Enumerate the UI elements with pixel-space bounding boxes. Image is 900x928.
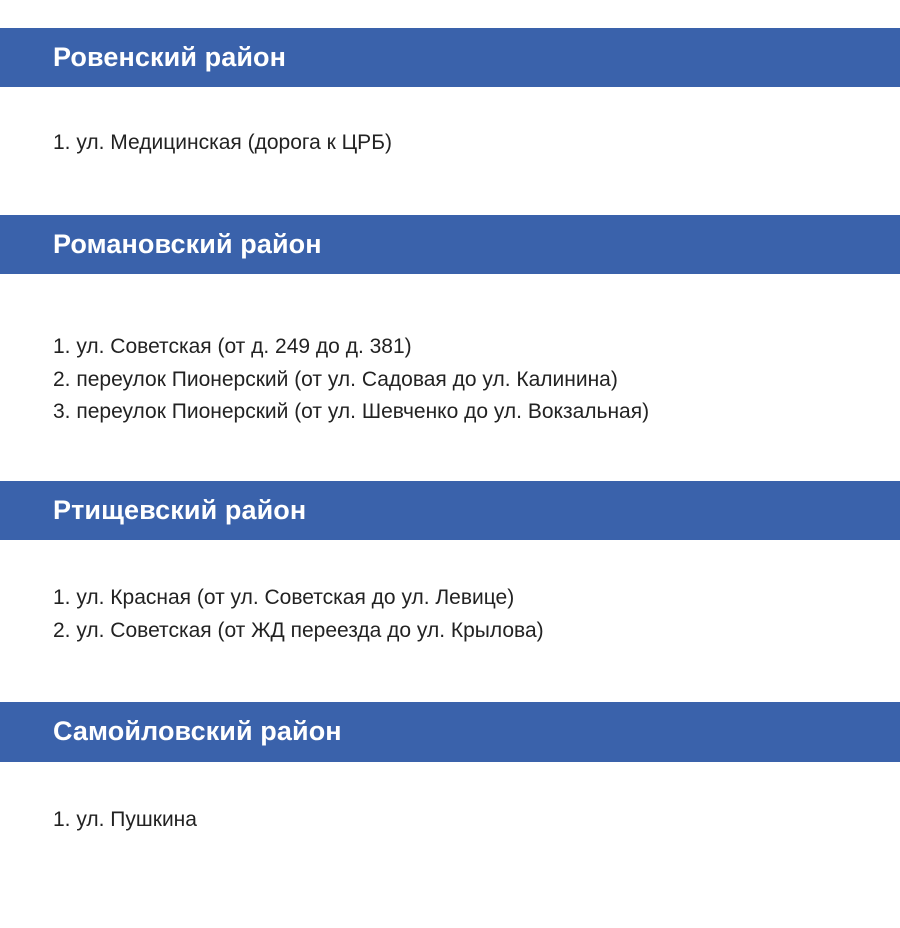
list-item: 1. ул. Пушкина	[53, 807, 197, 831]
section-title: Самойловский район	[0, 702, 900, 761]
district-section	[0, 28, 900, 215]
section-title: Романовский район	[0, 215, 900, 274]
list-item: 1. ул. Советская (от д. 249 до д. 381)	[53, 335, 412, 359]
district-section	[0, 215, 900, 481]
section-items	[0, 87, 900, 215]
section-title: Ровенский район	[0, 28, 900, 87]
list-item: 1. ул. Медицинская (дорога к ЦРБ)	[53, 131, 392, 155]
district-section	[0, 481, 900, 702]
section-title: Ртищевский район	[0, 481, 900, 540]
section-items	[0, 540, 900, 702]
document-page	[0, 28, 900, 928]
list-item: 2. ул. Советская (от ЖД переезда до ул. Крылова)	[53, 618, 544, 642]
list-item: 1. ул. Красная (от ул. Советская до ул. Левице)	[53, 586, 515, 610]
section-items	[0, 274, 900, 481]
section-items	[0, 762, 900, 877]
list-item: 2. переулок Пионерский (от ул. Садовая до ул. Калинина)	[53, 367, 618, 391]
district-section	[0, 702, 900, 876]
list-item: 3. переулок Пионерский (от ул. Шевченко до ул. Вокзальная)	[53, 400, 650, 424]
